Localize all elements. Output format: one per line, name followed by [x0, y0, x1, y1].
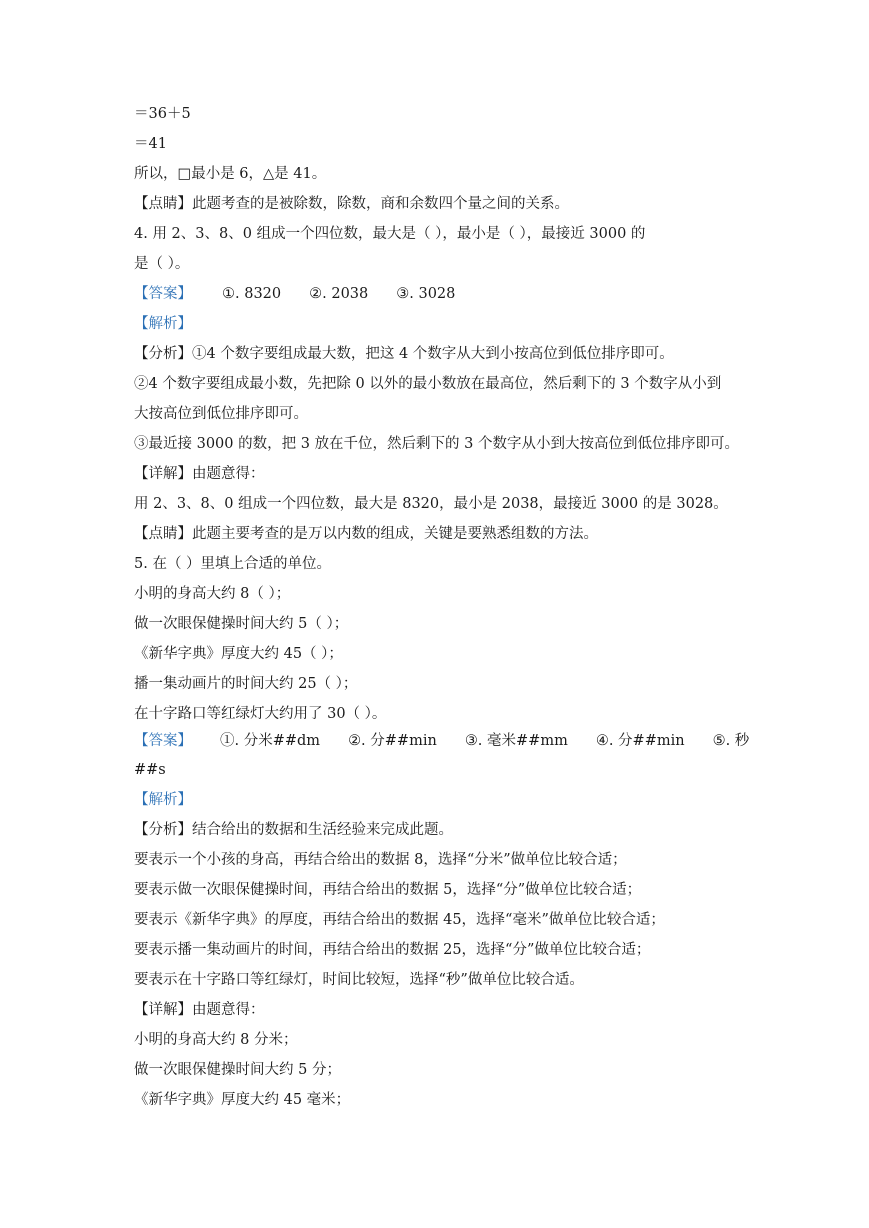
question-5-item: 《新华字典》厚度大约 45（ ）； [134, 646, 343, 662]
equation-line: ＝36＋5 [134, 106, 191, 122]
answer-item: ③. 3028 [396, 286, 456, 302]
question-5-item: 播一集动画片的时间大约 25（ ）； [134, 676, 358, 692]
analysis-line: 【分析】结合给出的数据和生活经验来完成此题。 [134, 822, 453, 838]
detail-line: 小明的身高大约 8 分米； [134, 1032, 298, 1048]
answer-tag: 【答案】 [134, 733, 192, 749]
question-4-line: 4. 用 2、3、8、0 组成一个四位数，最大是（ ），最小是（ ），最接近 3000 的 [134, 226, 646, 242]
analysis-line: 大按高位到低位排序即可。 [134, 406, 308, 422]
answer-tag: 【答案】 [134, 286, 192, 302]
analysis-line: 要表示播一集动画片的时间，再结合给出的数据 25，选择“分”做单位比较合适； [134, 942, 651, 958]
answer-item: ②. 2038 [309, 286, 369, 302]
answer-item: ④. 分##min [595, 733, 685, 749]
detail-line: 《新华字典》厚度大约 45 毫米； [134, 1092, 351, 1108]
question-5-item: 小明的身高大约 8（ ）； [134, 586, 291, 602]
analysis-line: 【分析】①4 个数字要组成最大数，把这 4 个数字从大到小按高位到低位排序即可。 [134, 346, 674, 362]
answer-line: ##s [134, 762, 166, 778]
answer-line [134, 731, 759, 751]
detail-line: 用 2、3、8、0 组成一个四位数，最大是 8320，最小是 2038，最接近 3000 的是 3028。 [134, 496, 728, 512]
analysis-line: 要表示做一次眼保健操时间，再结合给出的数据 5，选择“分”做单位比较合适； [134, 882, 642, 898]
question-5-item: 做一次眼保健操时间大约 5（ ）； [134, 616, 349, 632]
analysis-tag: 【解析】 [134, 792, 192, 808]
question-5-line: 5. 在（ ）里填上合适的单位。 [134, 556, 332, 572]
detail-line: 【详解】由题意得： [134, 466, 265, 482]
equation-line: ＝41 [134, 136, 167, 152]
answer-item: ①. 8320 [222, 286, 282, 302]
question-5-item: 在十字路口等红绿灯大约用了 30（ ）。 [134, 706, 387, 722]
analysis-line: 要表示《新华字典》的厚度，再结合给出的数据 45，选择“毫米”做单位比较合适； [134, 912, 665, 928]
question-4-line: 是（ ）。 [134, 256, 190, 272]
analysis-line: 要表示在十字路口等红绿灯，时间比较短，选择“秒”做单位比较合适。 [134, 972, 584, 988]
comment-line: 【点睛】此题主要考查的是万以内数的组成，关键是要熟悉组数的方法。 [134, 526, 598, 542]
answer-item: ①. 分米##dm [220, 733, 321, 749]
analysis-line: 要表示一个小孩的身高，再结合给出的数据 8，选择“分米”做单位比较合适； [134, 852, 627, 868]
analysis-tag: 【解析】 [134, 316, 192, 332]
answer-item: ③. 毫米##mm [464, 733, 568, 749]
answer-item: ②. 分##min [348, 733, 437, 749]
answer-item: ⑤. 秒 [712, 733, 750, 749]
comment-line: 【点睛】此题考查的是被除数，除数，商和余数四个量之间的关系。 [134, 196, 569, 212]
analysis-line: ③最近接 3000 的数，把 3 放在千位，然后剩下的 3 个数字从小到大按高位到低位排序即可。 [134, 436, 740, 452]
conclusion-line: 所以，□最小是 6，△是 41。 [134, 166, 327, 182]
answer-line [134, 284, 759, 304]
detail-line: 【详解】由题意得： [134, 1002, 265, 1018]
detail-line: 做一次眼保健操时间大约 5 分； [134, 1062, 341, 1078]
analysis-line: ②4 个数字要组成最小数，先把除 0 以外的最小数放在最高位，然后剩下的 3 个数字从小到 [134, 376, 722, 392]
